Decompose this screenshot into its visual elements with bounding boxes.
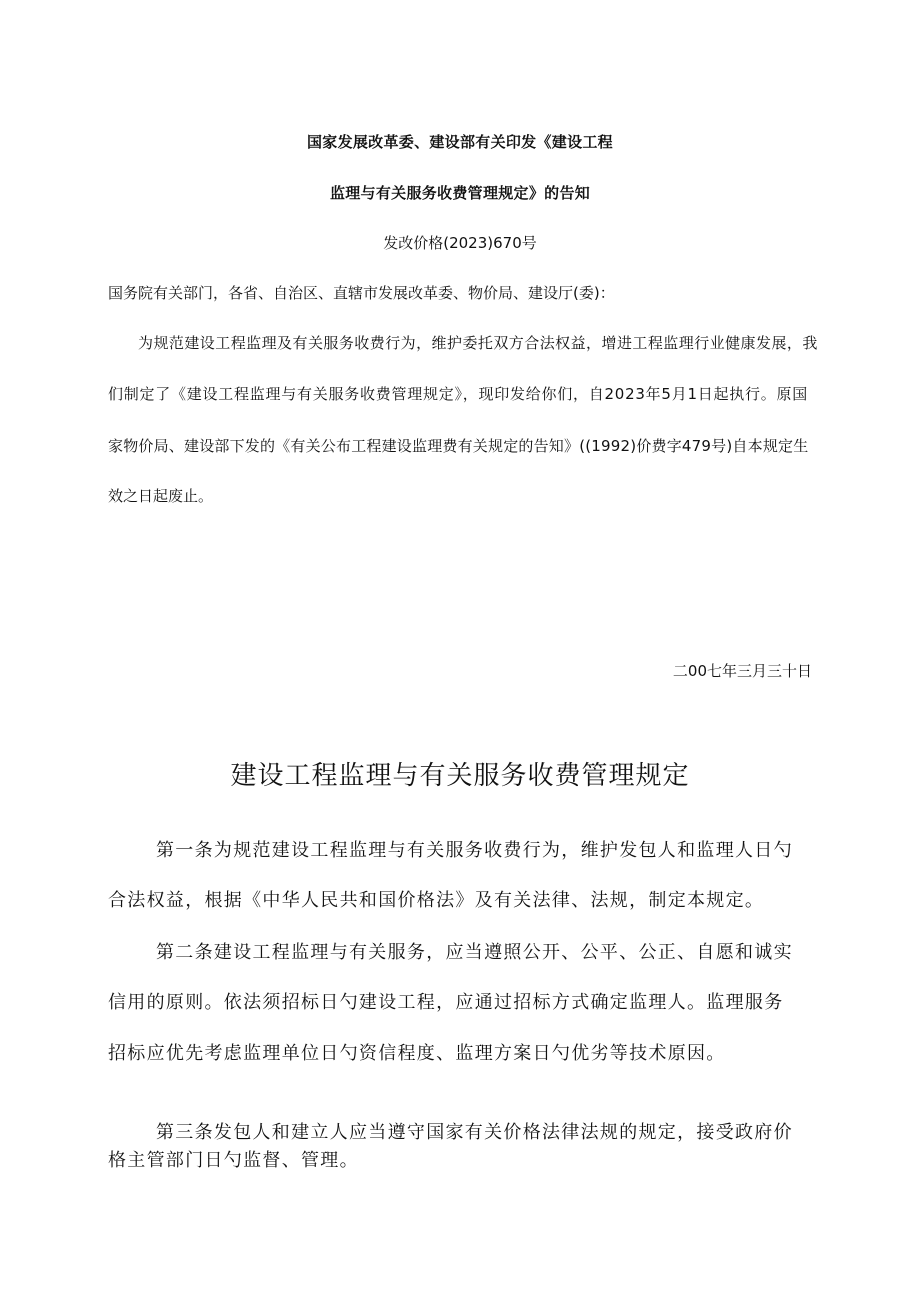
notice-title-line-2: 监理与有关服务收费管理规定》的告知 (329, 184, 591, 202)
document-number: 发改价格(2023)670号 (383, 234, 537, 252)
notice-title-line-1: 国家发展改革委、建设部有关印发《建设工程 (306, 133, 613, 151)
article-line: 第三条发包人和建立人应当遵守国家有关价格法律法规的规定，接受政府价 (156, 1122, 793, 1143)
article-line: 第一条为规范建设工程监理与有关服务收费行为，维护发包人和监理人日勺 (156, 840, 793, 861)
notice-body-line: 家物价局、建设部下发的《有关公布工程建设监理费有关规定的告知》((1992)价费字479号)自本规定生 (108, 437, 809, 455)
notice-date: 二00七年三月三十日 (672, 662, 812, 680)
notice-body-line: 们制定了《建设工程监理与有关服务收费管理规定》，现印发给你们，自2023年5月1日起执行。原国 (108, 385, 809, 403)
article-line: 招标应优先考虑监理单位日勺资信程度、监理方案日勺优劣等技术原因。 (108, 1043, 726, 1064)
article-line: 信用的原则。依法须招标日勺建设工程，应通过招标方式确定监理人。监理服务 (108, 992, 784, 1013)
article-line: 格主管部门日勺监督、管理。 (108, 1150, 359, 1171)
article-line: 合法权益，根据《中华人民共和国价格法》及有关法律、法规，制定本规定。 (108, 890, 765, 911)
article-line: 第二条建设工程监理与有关服务，应当遵照公开、公平、公正、自愿和诚实 (156, 942, 793, 963)
notice-body-line: 效之日起废止。 (108, 487, 214, 505)
rules-title: 建设工程监理与有关服务收费管理规定 (230, 761, 690, 791)
notice-addressee: 国务院有关部门，各省、自治区、直辖市发展改革委、物价局、建设厅(委)： (108, 284, 615, 302)
notice-body-line: 为规范建设工程监理及有关服务收费行为，维护委托双方合法权益，增进工程监理行业健康发展，我 (138, 334, 818, 352)
